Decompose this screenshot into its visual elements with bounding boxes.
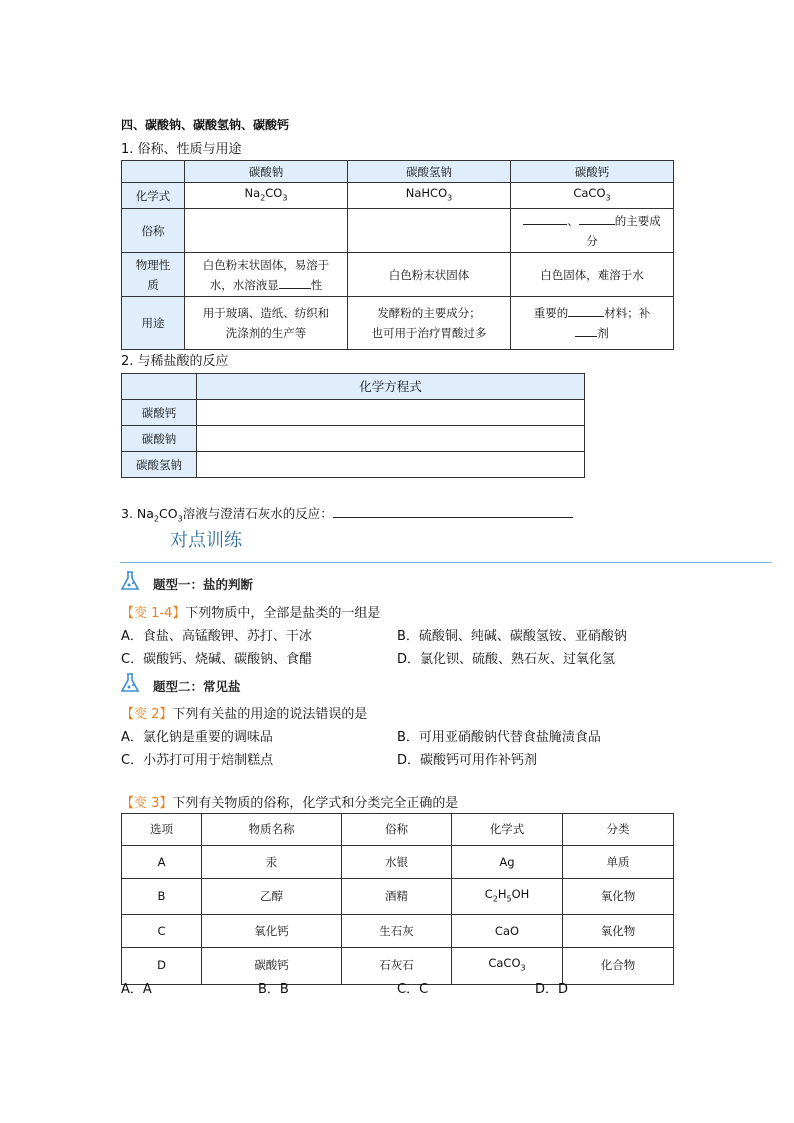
formula-nahco3: NaHCO$_3$ (348, 183, 511, 209)
cell: CaCO$_3$ (452, 948, 563, 984)
row-label-common-name: 俗称 (122, 209, 185, 253)
header-empty (122, 374, 197, 400)
cell: 酒精 (342, 879, 452, 915)
subheading-2: 2. 与稀盐酸的反应 (121, 354, 229, 369)
formula-na2co3: $Na_2CO_3$ (185, 183, 348, 209)
cell: CaO (452, 915, 563, 948)
divider (120, 562, 772, 563)
option-3d[interactable]: D．D (535, 982, 569, 997)
cell: 碳酸钙 (202, 948, 342, 984)
name-caco3[interactable]: 、 的主要成 分 (511, 209, 674, 253)
header-empty (122, 161, 185, 183)
blank-field[interactable] (579, 212, 615, 225)
option-2b[interactable]: B．可用亚硝酸钠代替食盐腌渍食品 (397, 730, 601, 745)
row-label-physical: 物理性 质 (122, 253, 185, 297)
cell: C (122, 915, 202, 948)
option-2a[interactable]: A．氯化钠是重要的调味品 (121, 730, 273, 745)
cell: A (122, 846, 202, 879)
use-na2co3: 用于玻璃、造纸、纺织和 洗涤剂的生产等 (185, 297, 348, 350)
row-label-nahco3: 碳酸氢钠 (122, 452, 197, 478)
header-na2co3: 碳酸钠 (185, 161, 348, 183)
blank-field[interactable] (575, 324, 597, 337)
properties-table (121, 160, 674, 350)
cell: 乙醇 (202, 879, 342, 915)
blank-field[interactable] (568, 304, 604, 317)
row-label-caco3: 碳酸钙 (122, 400, 197, 426)
question-type-1: 题型一：盐的判断 (153, 577, 254, 592)
cell: 氧化钙 (202, 915, 342, 948)
cell: 汞 (202, 846, 342, 879)
cell: D (122, 948, 202, 984)
header-substance: 物质名称 (202, 814, 342, 846)
header-common-name: 俗称 (342, 814, 452, 846)
option-1a[interactable]: A．食盐、高锰酸钾、苏打、干冰 (121, 629, 312, 644)
training-title: 对点训练 (170, 530, 242, 551)
cell: 生石灰 (342, 915, 452, 948)
cell: 石灰石 (342, 948, 452, 984)
row-label-na2co3: 碳酸钠 (122, 426, 197, 452)
cell: $C_2H_5OH$ (452, 879, 563, 915)
cell: Ag (452, 846, 563, 879)
option-3c[interactable]: C．C (397, 982, 429, 997)
blank-field[interactable] (523, 212, 567, 225)
subheading-3: 3. $Na_2CO_3$溶液与澄清石灰水的反应： (121, 504, 573, 524)
use-caco3: 重要的 材料；补 剂 (511, 297, 674, 350)
phys-na2co3: 白色粉末状固体，易溶于 水，水溶液显 性 (185, 253, 348, 297)
phys-nahco3: 白色粉末状固体 (348, 253, 511, 297)
header-equation: 化学方程式 (197, 374, 585, 400)
equation-field[interactable] (197, 452, 585, 478)
cell: 化合物 (563, 948, 674, 984)
question-2: 【变 2】下列有关盐的用途的说法错误的是 (121, 707, 368, 722)
name-nahco3[interactable] (348, 209, 511, 253)
question-1: 【变 1-4】下列物质中，全部是盐类的一组是 (121, 606, 381, 621)
section-title: 四、碳酸钠、碳酸氢钠、碳酸钙 (121, 118, 290, 132)
flask-icon (118, 672, 142, 698)
equation-field[interactable] (197, 400, 585, 426)
cell: 单质 (563, 846, 674, 879)
blank-field[interactable] (279, 276, 311, 289)
header-option: 选项 (122, 814, 202, 846)
flask-icon (118, 570, 142, 596)
option-3a[interactable]: A．A (121, 982, 152, 997)
option-1c[interactable]: C．碳酸钙、烧碱、碳酸钠、食醋 (121, 652, 313, 667)
phys-caco3: 白色固体，难溶于水 (511, 253, 674, 297)
cell: 氧化物 (563, 879, 674, 915)
formula-caco3: CaCO$_3$ (511, 183, 674, 209)
question-type-2: 题型二：常见盐 (153, 679, 241, 694)
row-label-formula: 化学式 (122, 183, 185, 209)
row-label-use: 用途 (122, 297, 185, 350)
use-nahco3: 发酵粉的主要成分； 也可用于治疗胃酸过多 (348, 297, 511, 350)
option-1d[interactable]: D．氯化钡、硫酸、熟石灰、过氧化氢 (397, 652, 616, 667)
header-category: 分类 (563, 814, 674, 846)
cell: B (122, 879, 202, 915)
classification-table (121, 813, 674, 985)
name-na2co3[interactable] (185, 209, 348, 253)
header-formula: 化学式 (452, 814, 563, 846)
header-caco3: 碳酸钙 (511, 161, 674, 183)
option-1b[interactable]: B．硫酸铜、纯碱、碳酸氢铵、亚硝酸钠 (397, 629, 627, 644)
header-nahco3: 碳酸氢钠 (348, 161, 511, 183)
option-2c[interactable]: C．小苏打可用于焙制糕点 (121, 753, 274, 768)
option-2d[interactable]: D．碳酸钙可用作补钙剂 (397, 753, 538, 768)
cell: 水银 (342, 846, 452, 879)
reaction-table (121, 373, 585, 478)
subheading-1: 1. 俗称、性质与用途 (121, 142, 242, 157)
blank-field[interactable] (333, 505, 573, 518)
equation-field[interactable] (197, 426, 585, 452)
option-3b[interactable]: B．B (258, 982, 289, 997)
cell: 氧化物 (563, 915, 674, 948)
question-3: 【变 3】下列有关物质的俗称，化学式和分类完全正确的是 (121, 796, 459, 811)
